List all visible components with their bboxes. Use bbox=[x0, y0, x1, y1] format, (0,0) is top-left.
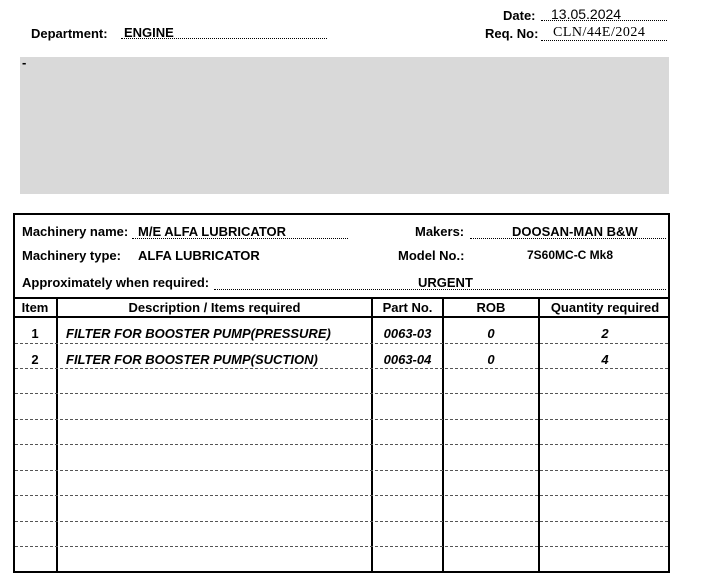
machinery-name-value[interactable]: M/E ALFA LUBRICATOR bbox=[138, 224, 287, 239]
row-separator bbox=[15, 495, 668, 496]
notes-area[interactable] bbox=[20, 57, 669, 194]
machinery-type-label: Machinery type: bbox=[22, 248, 121, 263]
department-label: Department: bbox=[31, 26, 108, 41]
notes-text: - bbox=[22, 55, 27, 70]
machinery-type-value[interactable]: ALFA LUBRICATOR bbox=[138, 248, 260, 263]
table-header-line bbox=[13, 316, 670, 318]
table-row-1-part-no[interactable]: 0063-03 bbox=[383, 326, 432, 341]
table-row-1-rob[interactable]: 0 bbox=[487, 326, 495, 341]
col-header-quantity: Quantity required bbox=[550, 300, 660, 315]
machinery-name-label: Machinery name: bbox=[22, 224, 129, 239]
when-required-value[interactable]: URGENT bbox=[418, 275, 473, 290]
row-separator bbox=[15, 444, 668, 445]
when-required-label: Approximately when required: bbox=[22, 275, 210, 290]
table-row-2-quantity[interactable]: 4 bbox=[601, 352, 609, 367]
req-no-value[interactable]: CLN/44E/2024 bbox=[553, 25, 646, 40]
row-separator bbox=[15, 521, 668, 522]
table-row-2-rob[interactable]: 0 bbox=[487, 352, 495, 367]
makers-value[interactable]: DOOSAN-MAN B&W bbox=[512, 224, 638, 239]
row-separator bbox=[15, 393, 668, 394]
model-no-label: Model No.: bbox=[398, 248, 465, 263]
date-label: Date: bbox=[503, 8, 536, 23]
row-separator bbox=[15, 546, 668, 547]
table-row-2-description[interactable]: FILTER FOR BOOSTER PUMP(SUCTION) bbox=[66, 352, 318, 367]
req-no-label: Req. No: bbox=[485, 26, 539, 41]
col-header-part-no: Part No. bbox=[382, 300, 433, 315]
department-value[interactable]: ENGINE bbox=[124, 25, 174, 40]
col-header-item: Item bbox=[21, 300, 49, 315]
row-separator bbox=[15, 368, 668, 369]
row-separator bbox=[15, 419, 668, 420]
model-no-value[interactable]: 7S60MC-C Mk8 bbox=[527, 248, 614, 262]
col-header-rob: ROB bbox=[476, 300, 506, 315]
date-value[interactable]: 13.05.2024 bbox=[551, 6, 622, 22]
col-header-description: Description / Items required bbox=[128, 300, 301, 315]
table-row-2-part-no[interactable]: 0063-04 bbox=[383, 352, 432, 367]
table-row-1-description[interactable]: FILTER FOR BOOSTER PUMP(PRESSURE) bbox=[66, 326, 331, 341]
table-row-1-quantity[interactable]: 2 bbox=[601, 326, 609, 341]
makers-label: Makers: bbox=[415, 224, 465, 239]
row-separator bbox=[15, 343, 668, 344]
table-top-line bbox=[13, 297, 670, 299]
table-row-2-item: 2 bbox=[31, 352, 39, 367]
row-separator bbox=[15, 470, 668, 471]
table-row-1-item: 1 bbox=[31, 326, 39, 341]
